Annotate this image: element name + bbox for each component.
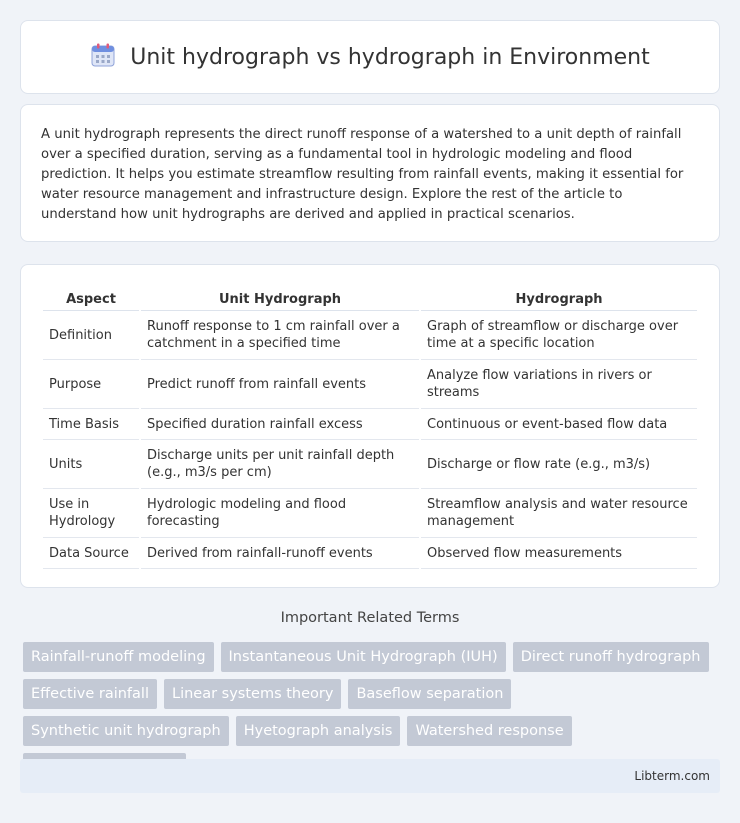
related-terms-title: Important Related Terms: [280, 610, 460, 626]
table-cell: Derived from rainfall-runoff events: [141, 538, 419, 569]
table-cell: Runoff response to 1 cm rainfall over a catchment in a specified time: [141, 311, 419, 360]
table-cell: Discharge units per unit rainfall depth (e.g., m3/s per cm): [141, 440, 419, 489]
related-term-tag[interactable]: Synthetic unit hydrograph: [23, 716, 229, 746]
related-term-tag[interactable]: Instantaneous Unit Hydrograph (IUH): [221, 642, 506, 672]
table-cell: Streamflow analysis and water resource management: [421, 489, 697, 538]
table-header: Unit Hydrograph: [141, 285, 419, 311]
table-cell: Units: [43, 440, 139, 489]
table-row: [43, 489, 697, 538]
related-term-tag[interactable]: Linear systems theory: [164, 679, 341, 709]
table-cell: Time Basis: [43, 409, 139, 440]
related-term-tag[interactable]: Effective rainfall: [23, 679, 157, 709]
related-term-tag[interactable]: Rainfall-runoff modeling: [23, 642, 214, 672]
table-row: [43, 360, 697, 409]
page-title: Unit hydrograph vs hydrograph in Environment: [130, 44, 650, 70]
table-header: Aspect: [43, 285, 139, 311]
table-cell: Observed flow measurements: [421, 538, 697, 569]
footer: [20, 759, 720, 793]
related-term-tag[interactable]: Baseflow separation: [348, 679, 511, 709]
table-cell: Discharge or flow rate (e.g., m3/s): [421, 440, 697, 489]
calendar-icon: [90, 42, 116, 72]
related-term-tag[interactable]: Hyetograph analysis: [236, 716, 401, 746]
table-cell: Continuous or event-based flow data: [421, 409, 697, 440]
table-row: [43, 311, 697, 360]
related-term-tag[interactable]: Watershed response: [407, 716, 571, 746]
table-cell: Data Source: [43, 538, 139, 569]
table-row: [43, 409, 697, 440]
related-term-tag[interactable]: Direct runoff hydrograph: [513, 642, 709, 672]
table-cell: Definition: [43, 311, 139, 360]
table-row: [43, 440, 697, 489]
intro-text: A unit hydrograph represents the direct runoff response of a watershed to a unit depth of rainfall over a specified duration, serving as a fundamental tool in hydrologic modeling and flood prediction. It helps you estimate streamflow resulting from rainfall events, making it essential for water resource management and infrastructure design. Explore the rest of the article to understand how unit hydrographs are derived and applied in practical scenarios.: [41, 127, 684, 222]
intro-card: [20, 104, 720, 242]
header-card: [20, 20, 720, 94]
table-cell: Graph of streamflow or discharge over time at a specific location: [421, 311, 697, 360]
table-cell: Specified duration rainfall excess: [141, 409, 419, 440]
table-cell: Use in Hydrology: [43, 489, 139, 538]
comparison-table: [41, 285, 699, 569]
table-header: Hydrograph: [421, 285, 697, 311]
table-cell: Hydrologic modeling and flood forecasting: [141, 489, 419, 538]
footer-site-link[interactable]: Libterm.com: [634, 769, 710, 783]
table-cell: Purpose: [43, 360, 139, 409]
table-cell: Analyze flow variations in rivers or streams: [421, 360, 697, 409]
comparison-card: [20, 264, 720, 588]
table-cell: Predict runoff from rainfall events: [141, 360, 419, 409]
table-row: [43, 538, 697, 569]
